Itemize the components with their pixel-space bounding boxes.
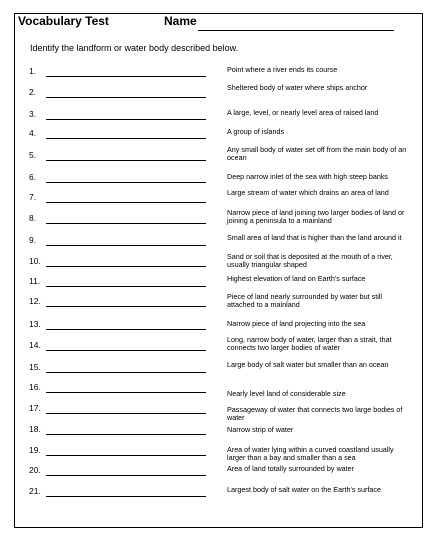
instructions: Identify the landform or water body described below. (30, 43, 239, 53)
question-number: 1. (29, 66, 37, 76)
definition-text: Narrow piece of land projecting into the sea (227, 319, 366, 328)
question-number: 8. (29, 213, 37, 223)
question-row (0, 172, 437, 182)
definition-text: A large, level, or nearly level area of raised land (227, 108, 379, 117)
question-number: 3. (29, 109, 37, 119)
question-row (0, 382, 437, 398)
answer-blank[interactable] (46, 76, 206, 77)
question-number: 15. (29, 362, 41, 372)
answer-blank[interactable] (46, 202, 206, 203)
question-number: 17. (29, 403, 41, 413)
question-number: 2. (29, 87, 37, 97)
name-field[interactable] (198, 30, 394, 31)
question-row (0, 276, 437, 286)
question-row (0, 128, 437, 138)
name-label: Name (164, 14, 197, 28)
definition-text: Highest elevation of land on Earth's surface (227, 274, 366, 283)
definition-text: Long, narrow body of water, larger than a strait, that connects two larger bodies of water (227, 335, 392, 353)
definition-text: Large stream of water which drains an area of land (227, 188, 389, 197)
question-number: 21. (29, 486, 41, 496)
definition-text: Any small body of water set off from the main body of an ocean (227, 145, 407, 163)
answer-blank[interactable] (46, 266, 206, 267)
definition-text: Point where a river ends its course (227, 65, 338, 74)
question-number: 9. (29, 235, 37, 245)
definition-text: Passageway of water that connects two large bodies of water (227, 405, 403, 423)
answer-blank[interactable] (46, 306, 206, 307)
definition-text: Area of land totally surrounded by water (227, 464, 355, 473)
question-row (0, 465, 437, 475)
answer-blank[interactable] (46, 496, 206, 497)
question-number: 13. (29, 319, 41, 329)
question-row (0, 362, 437, 372)
question-row (0, 486, 437, 496)
question-row (0, 424, 437, 434)
answer-blank[interactable] (46, 392, 206, 393)
question-number: 5. (29, 150, 37, 160)
question-row (0, 109, 437, 119)
question-number: 6. (29, 172, 37, 182)
answer-blank[interactable] (46, 434, 206, 435)
question-row (0, 208, 437, 226)
question-number: 4. (29, 128, 37, 138)
question-row (0, 66, 437, 76)
definition-text: Largest body of salt water on the Earth's surface (227, 485, 381, 494)
question-row (0, 235, 437, 245)
answer-blank[interactable] (46, 475, 206, 476)
question-row (0, 252, 437, 270)
answer-blank[interactable] (46, 119, 206, 120)
definition-text: Area of water lying within a curved coastland usually larger than a bay and smaller than a sea (227, 445, 394, 463)
definition-text: Sheltered body of water where ships anchor (227, 83, 368, 92)
answer-blank[interactable] (46, 182, 206, 183)
definition-text: Large body of salt water but smaller than an ocean (227, 360, 389, 369)
definition-text: Narrow piece of land joining two larger bodies of land or joining a peninsula to a mainland (227, 208, 405, 226)
definition-text: A group of islands (227, 127, 285, 136)
definition-text: Sand or soil that is deposited at the mouth of a river, usually triangular shaped (227, 252, 393, 270)
question-row (0, 335, 437, 353)
question-row (0, 83, 437, 97)
question-row (0, 445, 437, 463)
question-number: 7. (29, 192, 37, 202)
answer-blank[interactable] (46, 455, 206, 456)
answer-blank[interactable] (46, 223, 206, 224)
answer-blank[interactable] (46, 286, 206, 287)
question-number: 10. (29, 256, 41, 266)
question-number: 11. (29, 276, 41, 286)
answer-blank[interactable] (46, 329, 206, 330)
question-row (0, 403, 437, 423)
answer-blank[interactable] (46, 350, 206, 351)
answer-blank[interactable] (46, 160, 206, 161)
definition-text: Small area of land that is higher than the land around it (227, 233, 402, 242)
question-number: 12. (29, 296, 41, 306)
answer-blank[interactable] (46, 138, 206, 139)
definition-text: Narrow strip of water (227, 425, 294, 434)
question-row (0, 145, 437, 163)
question-number: 18. (29, 424, 41, 434)
definition-text: Deep narrow inlet of the sea with high steep banks (227, 172, 389, 181)
question-number: 19. (29, 445, 41, 455)
question-row (0, 292, 437, 310)
answer-blank[interactable] (46, 372, 206, 373)
definition-text: Nearly level land of considerable size (227, 389, 346, 398)
question-number: 16. (29, 382, 41, 392)
answer-blank[interactable] (46, 97, 206, 98)
question-number: 14. (29, 340, 41, 350)
question-row (0, 188, 437, 202)
question-number: 20. (29, 465, 41, 475)
page-title: Vocabulary Test (18, 14, 109, 28)
answer-blank[interactable] (46, 245, 206, 246)
question-row (0, 319, 437, 329)
answer-blank[interactable] (46, 413, 206, 414)
definition-text: Piece of land nearly surrounded by water but still attached to a mainland (227, 292, 383, 310)
